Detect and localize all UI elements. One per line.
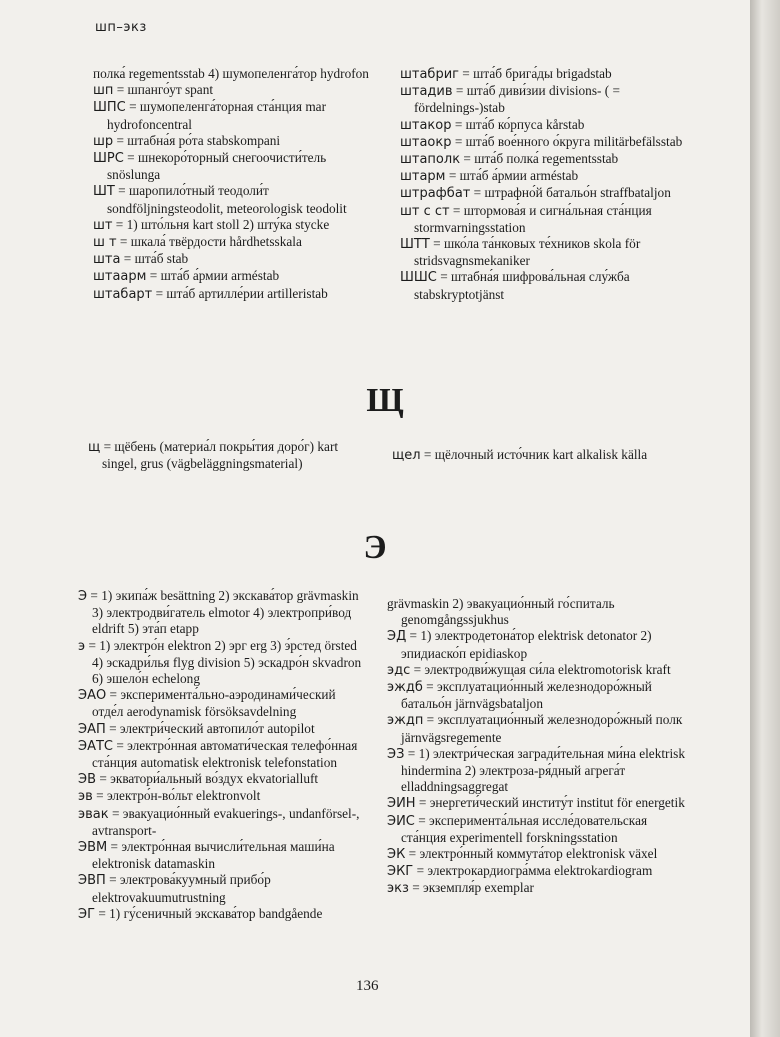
entry-definition: = штабна́я шифрова́льная слу́жба stabskryptotjänst (414, 269, 630, 302)
entry-definition: grävmaskin 2) эвакуацио́нный го́спиталь genomgångssjukhus (387, 596, 615, 628)
entry-definition: = электро́нная вычисли́тельная маши́на elektronisk datamaskin (92, 839, 335, 872)
entry-headword: эждп (387, 713, 424, 729)
entry-headword: ШШС (400, 270, 437, 286)
entry-definition: = экватори́альный во́здух ekvatorialluft (96, 771, 319, 787)
entry-headword: шт с ст (400, 203, 450, 219)
entry-definition: = эвакуацио́нный evakuerings-, undanförsel-, avtransport- (92, 805, 360, 838)
entry-headword: ЭИН (387, 796, 416, 812)
entry-definition: = шта́б диви́зии divisions- ( = fördelnings-)stab (414, 83, 621, 116)
dictionary-entry (400, 185, 692, 202)
dictionary-entry (78, 906, 363, 923)
entry-definition: = шта́б артилле́рии artilleristab (152, 285, 328, 301)
dictionary-entry (93, 183, 375, 216)
entry-definition: = шта́б stab (120, 251, 189, 267)
dictionary-entry (387, 662, 692, 679)
dictionary-entry (78, 872, 363, 905)
dictionary-entry (400, 236, 692, 269)
dictionary-entry (387, 863, 692, 880)
dictionary-entry (93, 82, 375, 99)
dictionary-entry (400, 151, 692, 168)
entry-definition: = шумопеленга́торная ста́нция mar hydrofoncentral (107, 99, 326, 132)
entry-headword: эв (78, 789, 93, 805)
entry-definition: = шта́б а́рмии arméstab (146, 268, 280, 284)
entry-headword: ЭАТС (78, 738, 113, 754)
entry-headword: штарм (400, 169, 446, 185)
entry-definition: = штабна́я ро́та stabskompani (113, 132, 281, 148)
page-number: 136 (356, 978, 379, 994)
entry-headword: ЭВМ (78, 840, 108, 856)
entry-definition: = шко́ла та́нковых те́хников skola för stridsvagnsmekaniker (414, 236, 641, 269)
entry-definition: = шпанго́ут spant (113, 82, 214, 98)
entry-definition: = электродви́жущая си́ла elektromotorisk kraft (410, 661, 671, 677)
page-edge (750, 0, 780, 1037)
entry-definition: = шкала́ твёрдости hårdhetsskala (116, 234, 302, 250)
entry-definition: = 1) гу́сеничный экскава́тор bandgående (95, 905, 323, 921)
running-header: шп–экз (95, 20, 147, 35)
dictionary-entry (387, 846, 692, 863)
dictionary-entry (78, 638, 363, 688)
entry-headword: штабарт (93, 286, 153, 302)
dictionary-entry (400, 168, 692, 185)
entry-definition: = электрокардиогра́мма elektrokardiogram (413, 863, 653, 879)
sec2-left-column (88, 439, 373, 472)
entry-headword: шр (93, 133, 114, 149)
dictionary-entry (78, 721, 363, 738)
entry-headword: штакор (400, 117, 452, 133)
entry-definition: = шта́б полка́ regementsstab (460, 151, 619, 167)
entry-definition: = щёлочный исто́чник kart alkalisk källa (420, 447, 648, 462)
dictionary-entry (400, 83, 692, 116)
entry-definition: = электрова́куумный прибо́р elektrovakuumutrustning (92, 872, 271, 905)
entry-headword: эвак (78, 806, 109, 822)
entry-headword: ЭВ (78, 772, 96, 788)
dictionary-entry (387, 795, 692, 812)
dictionary-entry (93, 268, 375, 285)
entry-definition: = шта́б брига́ды brigadstab (458, 66, 612, 81)
entry-definition: = эксперимента́льная иссле́довательская ста́нция experimentell forskningsstation (401, 812, 648, 845)
dictionary-entry (93, 251, 375, 268)
entry-headword: штаполк (400, 152, 461, 168)
entry-definition: = щёбень (материа́л покры́тия доро́г) kart singel, grus (vägbeläggningsmaterial) (100, 439, 339, 472)
entry-headword: штаарм (93, 269, 147, 285)
entry-headword: ЭВП (78, 873, 106, 889)
entry-headword: ШТТ (400, 237, 430, 253)
dictionary-entry (78, 588, 363, 638)
entry-definition: = электри́ческий автопило́т autopilot (105, 720, 315, 736)
entry-headword: ЭД (387, 629, 407, 645)
entry-headword: штабриг (400, 67, 459, 82)
entry-definition: = шта́б ко́рпуса kårstab (451, 116, 585, 132)
entry-headword: шта (93, 252, 121, 268)
dictionary-entry (78, 839, 363, 872)
dictionary-entry (387, 880, 692, 897)
entry-headword: штаокр (400, 134, 452, 150)
entry-headword: ЭЗ (387, 746, 405, 762)
entry-headword: ЭАП (78, 721, 106, 737)
dictionary-entry (78, 788, 363, 805)
dictionary-entry (93, 99, 375, 132)
entry-definition: = 1) экипа́ж besättning 2) экскава́тор grävmaskin 3) электродви́гатель elmotor 4) электропри́вод eldrift 5) эта́п etapp (87, 588, 359, 637)
dictionary-entry (392, 447, 690, 464)
entry-definition: = экземпля́р exemplar (408, 880, 534, 896)
dictionary-entry (400, 134, 692, 151)
entry-definition: = 1) што́льня kart stoll 2) шту́ка stycke (112, 216, 330, 232)
dictionary-entry (93, 234, 375, 251)
dictionary-entry (387, 596, 692, 628)
dictionary-entry (387, 813, 692, 846)
dictionary-entry (78, 687, 363, 720)
entry-headword: э (78, 638, 86, 654)
dictionary-entry (400, 117, 692, 134)
entry-headword: ШПС (93, 100, 126, 116)
entry-headword: ЭК (387, 847, 406, 863)
entry-definition: = 1) электродетона́тор elektrisk detonator 2) эпидиаско́п epidiaskop (401, 628, 652, 661)
sec1-left-column (93, 66, 375, 303)
dictionary-entry (93, 217, 375, 234)
entry-definition: = шаропило́тный теодоли́т sondföljningsteodolit, meteorologisk teodolit (107, 183, 347, 216)
entry-definition: = шта́б вое́нного о́круга militärbefälsstab (451, 133, 683, 149)
entry-definition: = эксперимента́льно-аэродинами́ческий отде́л aerodynamisk försöksavdelning (92, 687, 336, 720)
entry-headword: ЭИС (387, 813, 415, 829)
sec1-right-column (400, 66, 692, 303)
entry-definition: = 1) электро́н elektron 2) эрг erg 3) э́рстед örsted 4) эскадри́лья flyg division 5) эскадро́н skvadron 6) эшело́н echelong (85, 637, 362, 687)
dictionary-entry (387, 712, 692, 745)
dictionary-entry (93, 66, 375, 82)
sec2-right-column (392, 447, 690, 464)
entry-definition: = шнекоро́торный снегоочисти́тель snöslunga (107, 150, 327, 183)
entry-headword: штрафбат (400, 186, 471, 202)
dictionary-entry (400, 203, 692, 236)
entry-headword: ЭАО (78, 688, 107, 704)
entry-headword: штадив (400, 84, 453, 100)
dictionary-entry (78, 771, 363, 788)
dictionary-entry (93, 286, 375, 303)
entry-headword: эдс (387, 662, 411, 678)
dictionary-entry (78, 806, 363, 839)
sec3-left-column (78, 588, 363, 923)
dictionary-entry (78, 738, 363, 771)
section-letter-e: Э (363, 529, 387, 566)
entry-headword: шп (93, 83, 114, 99)
dictionary-entry (400, 269, 692, 302)
sec3-right-column (387, 596, 692, 898)
entry-headword: экз (387, 881, 409, 897)
entry-definition: = эксплуатацио́нный железнодоро́жный батальо́н järnvägsbataljon (401, 679, 652, 712)
entry-headword: ш т (93, 235, 117, 251)
section-letter-shch: Щ (366, 382, 404, 419)
dictionary-entry (387, 746, 692, 796)
dictionary-entry (88, 439, 373, 472)
dictionary-entry (93, 133, 375, 150)
entry-headword: шт (93, 217, 113, 233)
entry-definition: = штрафно́й батальо́н straffbataljon (470, 185, 671, 201)
entry-headword: ЭКГ (387, 864, 414, 880)
dictionary-entry (93, 150, 375, 183)
entry-definition: = штормова́я и сигна́льная ста́нция stormvarningsstation (414, 202, 652, 235)
entry-headword: ЭГ (78, 906, 96, 922)
dictionary-entry (387, 679, 692, 712)
entry-headword: ШРС (93, 151, 124, 167)
entry-definition: = эксплуатацио́нный железнодоро́жный полк järnvägsregemente (401, 712, 683, 745)
entry-headword: ШТ (93, 184, 115, 200)
entry-definition: = шта́б а́рмии arméstab (445, 168, 579, 184)
entry-definition: = энергети́ческий институ́т institut för energetik (415, 795, 685, 811)
entry-definition: = 1) электри́ческая загради́тельная ми́на elektrisk hindermina 2) электроза-ря́дный агрега́т elladdningsaggregat (401, 745, 685, 795)
entry-definition: = электро́нный коммута́тор elektronisk växel (405, 846, 658, 862)
entry-headword: щел (392, 448, 421, 463)
dictionary-entry (387, 628, 692, 661)
entry-headword: Э (78, 589, 88, 604)
entry-headword: эждб (387, 680, 423, 696)
entry-definition: = электро́нная автомати́ческая телефо́нная ста́нция automatisk elektronisk telefonstation (92, 737, 358, 771)
entry-definition: = электро́н-во́льт elektronvolt (92, 788, 261, 804)
entry-headword: щ (88, 440, 101, 455)
dictionary-entry (400, 66, 692, 83)
entry-definition: полка́ regementsstab 4) шумопеленга́тор hydrofon (93, 66, 369, 81)
